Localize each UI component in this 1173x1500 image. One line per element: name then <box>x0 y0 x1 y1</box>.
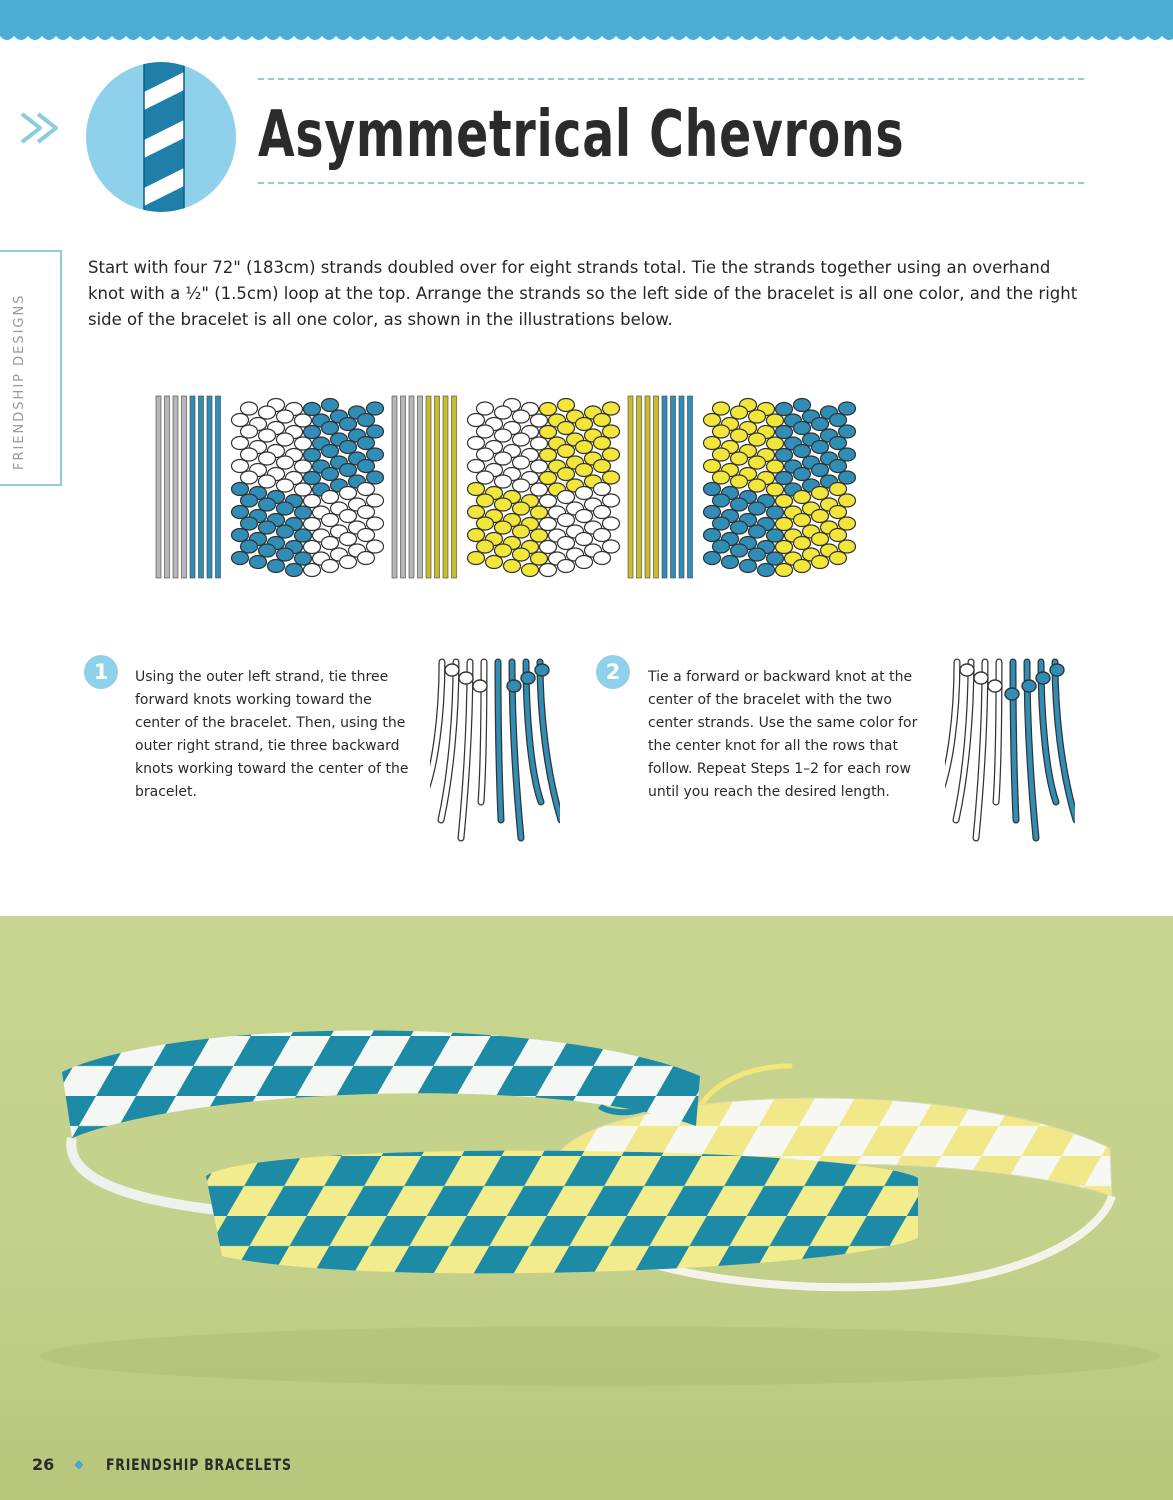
strand <box>452 396 457 578</box>
knot <box>477 494 494 507</box>
knot <box>749 548 766 561</box>
knot <box>731 429 748 442</box>
knot <box>468 552 485 565</box>
strand <box>182 396 187 578</box>
knot <box>495 429 512 442</box>
knot <box>322 491 339 504</box>
knot <box>839 402 856 415</box>
knot <box>558 491 575 504</box>
knot <box>1050 664 1064 676</box>
knot <box>277 479 294 492</box>
knot <box>495 452 512 465</box>
knot <box>603 471 620 484</box>
strand <box>671 396 676 578</box>
knot <box>232 483 249 496</box>
knot <box>486 556 503 569</box>
knot <box>277 502 294 515</box>
strand <box>976 662 985 838</box>
knot <box>776 426 793 439</box>
knot <box>531 460 548 473</box>
knot <box>340 441 357 454</box>
book-title: FRIENDSHIP BRACELETS <box>105 1454 292 1474</box>
knot <box>232 552 249 565</box>
knot <box>358 414 375 427</box>
knot <box>513 410 530 423</box>
title-rule-bottom <box>258 182 1084 184</box>
knot <box>295 552 312 565</box>
knot <box>304 426 321 439</box>
knot <box>540 403 557 416</box>
knot <box>603 540 620 553</box>
knot <box>776 518 793 531</box>
strand <box>679 396 684 578</box>
knot <box>839 517 856 530</box>
knot <box>767 552 784 565</box>
knot <box>830 460 847 473</box>
strand <box>654 396 659 578</box>
strand <box>637 396 642 578</box>
knot <box>749 479 766 492</box>
knot <box>540 495 557 508</box>
knot <box>358 529 375 542</box>
knot <box>367 517 384 530</box>
knot <box>513 502 530 515</box>
knot <box>304 403 321 416</box>
knot <box>1022 680 1036 692</box>
knot <box>367 494 384 507</box>
knot <box>495 544 512 557</box>
knot <box>322 514 339 527</box>
knot <box>522 564 539 577</box>
knot <box>268 560 285 573</box>
knot <box>277 525 294 538</box>
knot <box>340 510 357 523</box>
strand <box>426 396 431 578</box>
knot <box>713 540 730 553</box>
knot <box>531 506 548 519</box>
strand <box>173 396 178 578</box>
knot <box>731 406 748 419</box>
knot <box>794 514 811 527</box>
knot <box>576 418 593 431</box>
knot <box>713 471 730 484</box>
knot <box>531 483 548 496</box>
step-1-badge: 1 <box>84 655 118 689</box>
strand <box>156 396 161 578</box>
section-tab-label: FRIENDSHIP DESIGNS <box>12 293 27 470</box>
knot <box>322 560 339 573</box>
knot <box>988 680 1002 692</box>
knot <box>241 402 258 415</box>
knot <box>535 664 549 676</box>
knot <box>749 525 766 538</box>
strand <box>662 396 667 578</box>
knot <box>749 410 766 423</box>
pattern-illustration <box>150 390 390 582</box>
knot <box>794 399 811 412</box>
knot <box>513 479 530 492</box>
knot <box>241 540 258 553</box>
knot <box>731 544 748 557</box>
knot <box>477 402 494 415</box>
knot <box>322 445 339 458</box>
knot <box>477 517 494 530</box>
strand <box>392 396 397 578</box>
knot <box>758 564 775 577</box>
knot <box>767 506 784 519</box>
knot <box>749 456 766 469</box>
step-1-text: Using the outer left strand, tie three forward knots working toward the center of the bracelet. Then, using the outer right strand, tie three backward knots working toward the center of the bracelet. <box>135 669 409 800</box>
knot <box>794 468 811 481</box>
knot <box>232 506 249 519</box>
knot <box>259 475 276 488</box>
knot <box>540 564 557 577</box>
knot <box>713 517 730 530</box>
knot <box>540 472 557 485</box>
knot <box>704 483 721 496</box>
knot <box>974 672 988 684</box>
knot <box>830 552 847 565</box>
knot <box>731 498 748 511</box>
knot <box>277 548 294 561</box>
knot <box>704 552 721 565</box>
knot <box>830 529 847 542</box>
knot <box>776 472 793 485</box>
knot <box>794 445 811 458</box>
knot <box>241 448 258 461</box>
knot <box>259 406 276 419</box>
top-scallop-band <box>0 0 1173 44</box>
knot <box>540 449 557 462</box>
knot <box>749 433 766 446</box>
knot <box>839 540 856 553</box>
knot <box>603 402 620 415</box>
knot <box>713 402 730 415</box>
knot <box>812 556 829 569</box>
knot <box>322 468 339 481</box>
knot <box>295 483 312 496</box>
knot <box>794 491 811 504</box>
knot <box>767 414 784 427</box>
knot <box>277 410 294 423</box>
step-2-badge: 2 <box>596 655 630 689</box>
strand <box>443 396 448 578</box>
knot <box>603 448 620 461</box>
knot <box>767 529 784 542</box>
knot <box>477 448 494 461</box>
knot <box>340 464 357 477</box>
knot <box>594 506 611 519</box>
knot <box>603 517 620 530</box>
knot <box>304 449 321 462</box>
knot <box>445 664 459 676</box>
knot <box>358 460 375 473</box>
knot <box>340 533 357 546</box>
bracelet-detail-circle <box>86 62 236 212</box>
knot <box>304 564 321 577</box>
knot <box>295 506 312 519</box>
knot <box>812 464 829 477</box>
knot <box>740 560 757 573</box>
knot <box>731 475 748 488</box>
knot <box>513 456 530 469</box>
knot <box>241 494 258 507</box>
step-2-text: Tie a forward or backward knot at the center of the bracelet with the two center strands. Use the same color for the center knot for all the rows that follow. Repeat Steps 1–2 for each row until you reach the desired length. <box>648 669 918 800</box>
knot <box>531 437 548 450</box>
strand <box>418 396 423 578</box>
knot <box>704 529 721 542</box>
strand <box>435 396 440 578</box>
knot <box>277 456 294 469</box>
knot <box>468 460 485 473</box>
page-number: 26 <box>32 1454 55 1474</box>
knot <box>241 471 258 484</box>
knot <box>477 471 494 484</box>
knot <box>507 680 521 692</box>
knot <box>558 445 575 458</box>
knot <box>558 468 575 481</box>
knot <box>713 448 730 461</box>
pattern-illustration <box>386 390 626 582</box>
knot <box>250 556 267 569</box>
knot <box>839 471 856 484</box>
knot <box>540 541 557 554</box>
knot <box>960 664 974 676</box>
side-section-tab <box>0 250 62 486</box>
knot <box>286 564 303 577</box>
knot <box>367 402 384 415</box>
knot <box>812 487 829 500</box>
strand <box>688 396 693 578</box>
knot <box>477 540 494 553</box>
knot <box>594 437 611 450</box>
knot <box>812 533 829 546</box>
knot <box>513 548 530 561</box>
knot <box>603 494 620 507</box>
knot <box>495 498 512 511</box>
knot <box>812 441 829 454</box>
page-footer <box>32 1452 344 1476</box>
knot <box>459 672 473 684</box>
knot <box>295 460 312 473</box>
knot <box>531 529 548 542</box>
knot <box>358 506 375 519</box>
step-2-illustration <box>945 652 1075 862</box>
knot <box>767 437 784 450</box>
knot <box>594 483 611 496</box>
knot <box>340 556 357 569</box>
knot <box>794 560 811 573</box>
knot <box>304 518 321 531</box>
strand <box>190 396 195 578</box>
knot <box>839 448 856 461</box>
knot <box>259 452 276 465</box>
chevron-arrow-icon <box>18 108 66 148</box>
knot <box>295 414 312 427</box>
knot <box>776 403 793 416</box>
knot <box>812 418 829 431</box>
knot <box>731 452 748 465</box>
knot <box>473 680 487 692</box>
strand <box>207 396 212 578</box>
knot <box>558 514 575 527</box>
knot <box>259 429 276 442</box>
strand <box>645 396 650 578</box>
knot <box>594 552 611 565</box>
pattern-illustration <box>622 390 862 582</box>
knot <box>558 560 575 573</box>
braid-illustration <box>86 62 236 212</box>
knot <box>704 460 721 473</box>
step-1-illustration <box>430 652 560 862</box>
knot <box>304 495 321 508</box>
strand <box>165 396 170 578</box>
footer-divider-icon: ◆ <box>74 1457 84 1471</box>
knot <box>367 448 384 461</box>
knot <box>531 552 548 565</box>
knot <box>468 529 485 542</box>
knot <box>812 510 829 523</box>
knot <box>576 487 593 500</box>
knot <box>232 437 249 450</box>
knot <box>767 483 784 496</box>
knot <box>1036 672 1050 684</box>
knot <box>259 498 276 511</box>
knot <box>540 426 557 439</box>
knot <box>830 414 847 427</box>
knot <box>504 560 521 573</box>
knot <box>495 406 512 419</box>
knot <box>468 506 485 519</box>
page-title: Asymmetrical Chevrons <box>258 98 905 172</box>
knot <box>277 433 294 446</box>
knot <box>322 422 339 435</box>
knot <box>704 506 721 519</box>
strand <box>199 396 204 578</box>
knot <box>1005 688 1019 700</box>
knot <box>367 471 384 484</box>
intro-paragraph: Start with four 72" (183cm) strands doubled over for eight strands total. Tie the strands together using an overhand knot with a ½" (1.5cm) loop at the top. Arrange the strands so the left side of the bracelet is all one color, and the right side of the bracelet is all one color, as shown in the illustrations below. <box>88 258 1078 329</box>
knot <box>830 483 847 496</box>
knot <box>232 529 249 542</box>
knot <box>477 425 494 438</box>
knot <box>603 425 620 438</box>
strand <box>461 662 470 838</box>
knot <box>576 556 593 569</box>
knot <box>594 529 611 542</box>
knot <box>241 425 258 438</box>
knot <box>594 414 611 427</box>
knot <box>713 494 730 507</box>
knot <box>367 425 384 438</box>
knot <box>558 399 575 412</box>
knot <box>558 537 575 550</box>
knot <box>794 422 811 435</box>
knot <box>367 540 384 553</box>
knot <box>513 525 530 538</box>
knot <box>704 414 721 427</box>
knot <box>540 518 557 531</box>
title-rule-top <box>258 78 1084 80</box>
knot <box>340 487 357 500</box>
knot <box>241 517 258 530</box>
strand <box>409 396 414 578</box>
knot <box>358 552 375 565</box>
knot <box>358 437 375 450</box>
knot <box>704 437 721 450</box>
knot <box>358 483 375 496</box>
knot <box>839 494 856 507</box>
knot <box>495 521 512 534</box>
knot <box>340 418 357 431</box>
knot <box>576 441 593 454</box>
knot <box>468 483 485 496</box>
knot <box>830 506 847 519</box>
knot <box>830 437 847 450</box>
bracelets-photo <box>0 916 1173 1500</box>
knot <box>794 537 811 550</box>
knot <box>531 414 548 427</box>
knot <box>776 564 793 577</box>
knot <box>259 521 276 534</box>
knot <box>558 422 575 435</box>
knot <box>776 449 793 462</box>
knot <box>767 460 784 473</box>
knot <box>322 537 339 550</box>
knot <box>576 464 593 477</box>
knot <box>776 495 793 508</box>
knot <box>295 529 312 542</box>
knot <box>495 475 512 488</box>
strand <box>401 396 406 578</box>
knot <box>513 433 530 446</box>
knot <box>304 541 321 554</box>
knot <box>259 544 276 557</box>
knot <box>468 414 485 427</box>
knot <box>576 510 593 523</box>
knot <box>295 437 312 450</box>
knot <box>722 556 739 569</box>
knot <box>594 460 611 473</box>
knot <box>304 472 321 485</box>
strand <box>628 396 633 578</box>
knot <box>521 672 535 684</box>
strand <box>216 396 221 578</box>
knot <box>731 521 748 534</box>
knot <box>232 414 249 427</box>
knot <box>713 425 730 438</box>
knot <box>839 425 856 438</box>
knot <box>232 460 249 473</box>
knot <box>322 399 339 412</box>
knot <box>776 541 793 554</box>
knot <box>468 437 485 450</box>
knot <box>749 502 766 515</box>
knot <box>576 533 593 546</box>
